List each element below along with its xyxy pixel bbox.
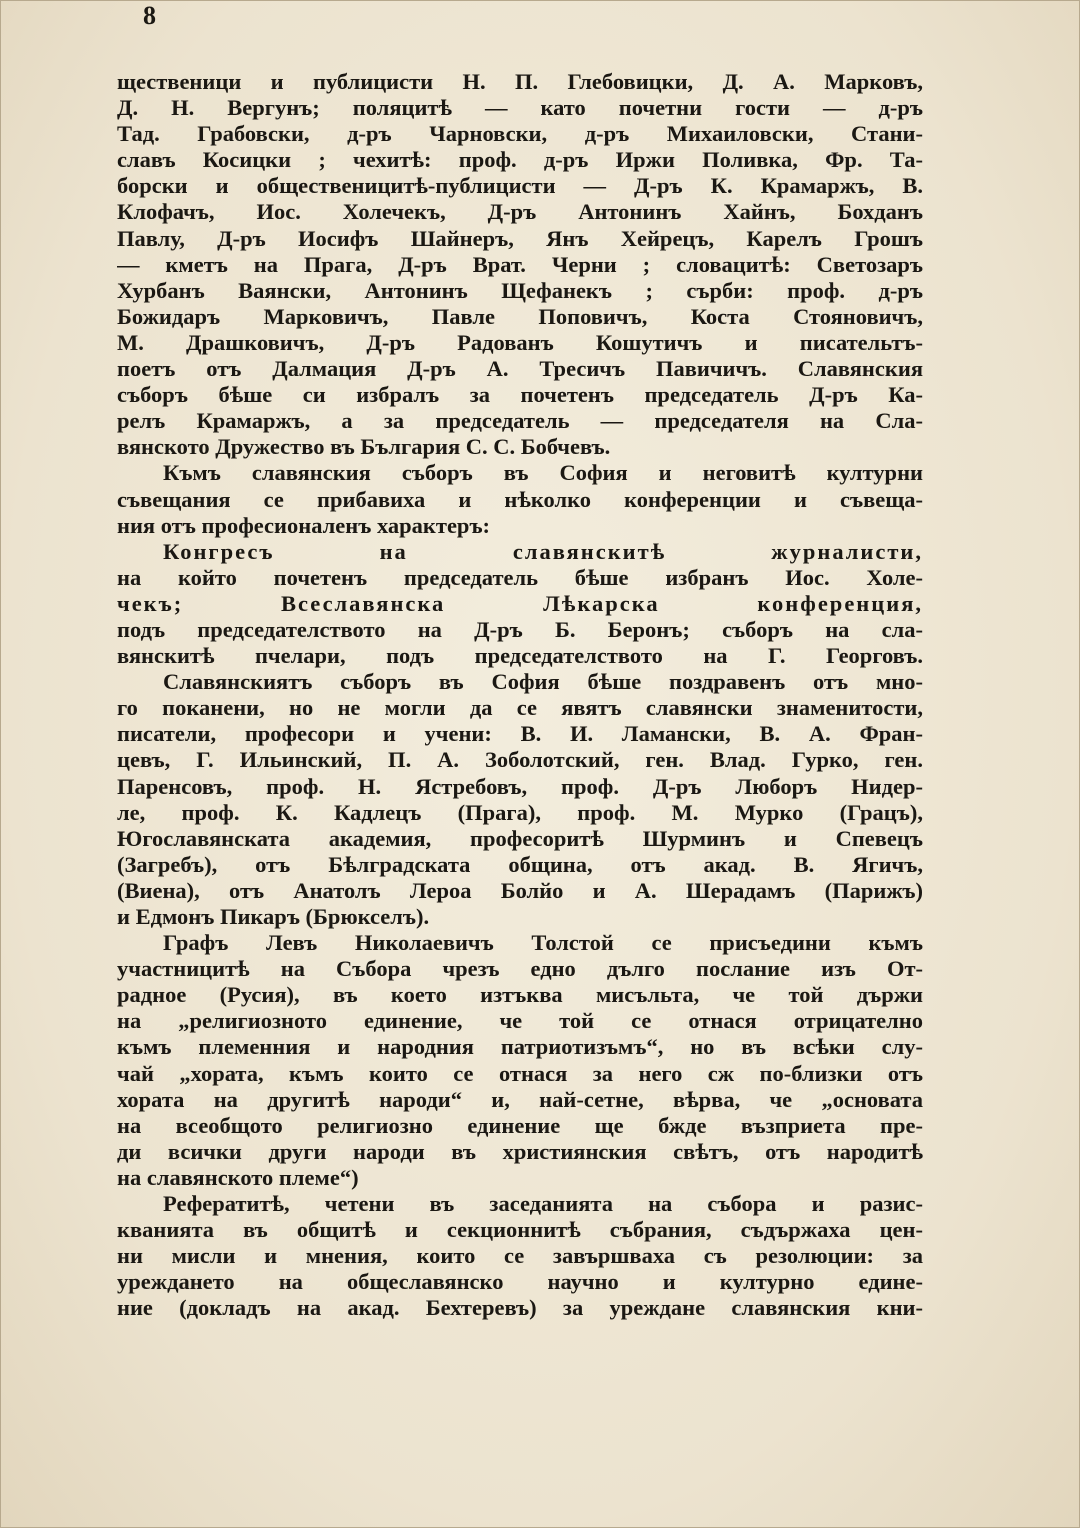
text-line: съвещания се прибавиха и нѣколко конференции и съвеща-: [117, 486, 923, 512]
text-line: ди всички други народи въ християнския свѣтъ, отъ народитѣ: [117, 1138, 923, 1164]
text-line: релъ Крамаржъ, а за председатель — председателя на Сла-: [117, 408, 923, 434]
text-line: писатели, професори и учени: В. И. Ламански, В. А. Фран-: [117, 721, 923, 747]
text-line: на който почетенъ председатель бѣше избранъ Иос. Холе-: [117, 564, 923, 590]
text-line: къмъ племенния и народния патриотизъмъ“, но въ всѣки слу-: [117, 1034, 923, 1060]
text-line: Паренсовъ, проф. Н. Ястребовъ, проф. Д-ръ Люборъ Нидер-: [117, 773, 923, 799]
text-line: вянскитѣ пчелари, подъ председателството на Г. Георговъ.: [117, 643, 923, 669]
page-body: [117, 69, 923, 1322]
text-line: Графъ Левъ Николаевичъ Толстой се присъедини къмъ: [163, 930, 923, 956]
text-line: кванията въ общитѣ и секционнитѣ събрания, съдържаха цен-: [117, 1217, 923, 1243]
text-line: Тад. Грабовски, д-ръ Чарновски, д-ръ Михаиловски, Стани-: [117, 121, 923, 147]
paragraph-conferences: [117, 460, 923, 538]
text-line: цевъ, Г. Ильинский, П. А. Зоболотский, ген. Влад. Гурко, ген.: [117, 747, 923, 773]
text-line: радное (Русия), въ което изтъква мисъльта, че той държи: [117, 982, 923, 1008]
text-line: чекъ; Всеславянска Лѣкарска конференция,: [117, 590, 923, 616]
text-line: — кметъ на Прага, Д-ръ Врат. Черни ; словацитѣ: Светозаръ: [117, 251, 923, 277]
text-line: и Едмонъ Пикаръ (Брюкселъ).: [117, 904, 430, 929]
text-line: на славянското племе“): [117, 1164, 359, 1190]
text-line: щественици и публицисти Н. П. Глебовицки, Д. А. Марковъ,: [117, 69, 923, 94]
text-line: ни мисли и мнения, които се завършваха съ резолюции: за: [117, 1243, 923, 1269]
paragraph-participants: [117, 69, 923, 460]
text-line: участницитѣ на Събора чрезъ едно дълго послание изъ От-: [117, 956, 923, 982]
text-line: ние (докладъ на акад. Бехтеревъ) за уреждане славянския кни-: [117, 1295, 923, 1321]
text-line: съборъ бѣше си избралъ за почетенъ председатель Д-ръ Ка-: [117, 382, 923, 408]
paragraph-congresses: [117, 539, 923, 669]
text-line: ния отъ професионаленъ характеръ:: [117, 512, 491, 538]
text-line: Павлу, Д-ръ Иосифъ Шайнеръ, Янъ Хейрецъ, Карелъ Грошъ: [117, 225, 923, 251]
text-line: борски и общественицитѣ-публицисти — Д-ръ К. Крамаржъ, В.: [117, 173, 923, 199]
text-line: вянското Дружество въ България С. С. Бобчевъ.: [117, 434, 611, 460]
text-line: го поканени, но не могли да се явятъ славянски знаменитости,: [117, 695, 923, 721]
text-line: Конгресъ на славянскитѣ журналисти,: [163, 538, 923, 564]
text-line: Къмъ славянския съборъ въ София и неговитѣ културни: [163, 460, 923, 486]
text-line: подъ председателството на Д-ръ Б. Беронъ; съборъ на сла-: [117, 616, 923, 642]
paragraph-tolstoy: [117, 930, 923, 1191]
text-line: М. Драшковичъ, Д-ръ Радованъ Кошутичъ и писательтъ-: [117, 329, 923, 355]
text-line: Божидаръ Марковичъ, Павле Поповичъ, Коста Стояновичъ,: [117, 303, 923, 329]
page-number: 8: [143, 1, 156, 30]
text-line: хората на другитѣ народи“ и, най-сетне, вѣрва, че „основата: [117, 1086, 923, 1112]
text-line: уреждането на общеславянско научно и културно едине-: [117, 1269, 923, 1295]
text-line: (Загребъ), отъ Бѣлградската община, отъ акад. В. Ягичъ,: [117, 851, 923, 877]
text-line: Югославянската академия, професоритѣ Шурминъ и Спевецъ: [117, 825, 923, 851]
text-line: чай „хората, къмъ които се отнася за него сж по-близки отъ: [117, 1060, 923, 1086]
text-line: Славянскиятъ съборъ въ София бѣше поздравенъ отъ мно-: [163, 669, 923, 695]
text-line: на „религиозното единение, че той се отнася отрицателно: [117, 1008, 923, 1034]
text-line: (Виена), отъ Анатолъ Лероа Болйо и А. Шерадамъ (Парижъ): [117, 877, 923, 903]
text-line: Хурбанъ Ваянски, Антонинъ Щефанекъ ; сърби: проф. д-ръ: [117, 277, 923, 303]
paragraph-reports: [117, 1191, 923, 1321]
text-line: ле, проф. К. Кадлецъ (Прага), проф. М. Мурко (Грацъ),: [117, 799, 923, 825]
text-line: Рефератитѣ, четени въ заседанията на събора и разис-: [163, 1191, 923, 1217]
text-line: Клофачъ, Иос. Холечекъ, Д-ръ Антонинъ Хайнъ, Бохданъ: [117, 199, 923, 225]
text-line: поетъ отъ Далмация Д-ръ А. Тресичъ Павичичъ. Славянския: [117, 356, 923, 382]
paragraph-greetings: [117, 669, 923, 930]
text-line: на всеобщото религиозно единение ще бжде възприета пре-: [117, 1112, 923, 1138]
text-line: славъ Косицки ; чехитѣ: проф. д-ръ Иржи Поливка, Фр. Та-: [117, 147, 923, 173]
text-line: Д. Н. Вергунъ; поляцитѣ — като почетни гости — д-ръ: [117, 95, 923, 121]
